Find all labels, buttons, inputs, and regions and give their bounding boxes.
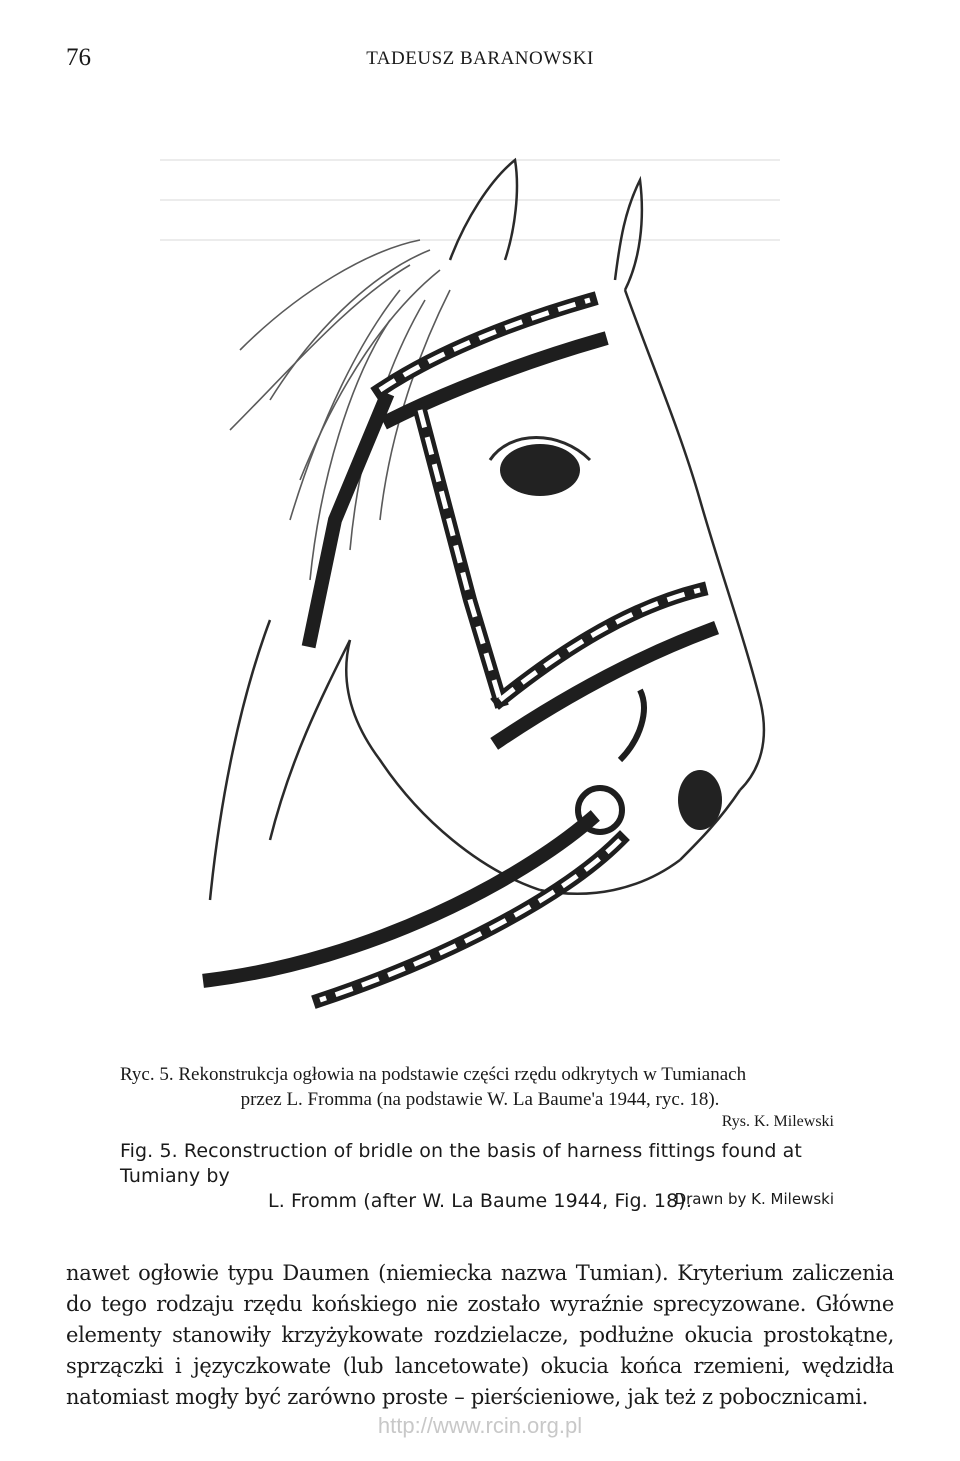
bridle-straps <box>210 300 710 1000</box>
figure-caption-polish <box>120 1062 840 1112</box>
caption-pl-line2: przez L. Fromma (na podstawie W. La Baume'a 1944, ryc. 18). <box>240 1089 720 1110</box>
caption-en-line2: L. Fromm (after W. La Baume 1944, Fig. 18). <box>268 1190 692 1212</box>
caption-pl-line1: Ryc. 5. Rekonstrukcja ogłowia na podstawie części rzędu odkrytych w Tumianach <box>120 1064 747 1085</box>
nostril <box>678 770 722 830</box>
bit-ring <box>578 788 622 832</box>
horse-bridle-illustration <box>120 100 820 1020</box>
page-number: 76 <box>66 44 91 71</box>
watermark-url: http://www.rcin.org.pl <box>377 1413 583 1438</box>
running-head: TADEUSZ BARANOWSKI <box>366 48 594 69</box>
credit-polish: Rys. K. Milewski <box>721 1113 834 1130</box>
credit-english: Drawn by K. Milewski <box>674 1190 834 1208</box>
body-paragraph: nawet ogłowie typu Daumen (niemiecka nazwa Tumian). Kryterium zaliczenia do tego rodzaju rzędu końskiego nie zostało wyraźnie sprecyzowane. Główne elementy stanowiły krzyżykowate rozdzielacze, podłużne okucia prostokątne, sprzączki i języczkowate (lub lancetowate) okucia końca rzemieni, wędzidła natomiast mogły być zarówno proste – pierścieniowe, jak też z pobocznicami. <box>66 1261 894 1409</box>
caption-en-line1: Fig. 5. Reconstruction of bridle on the basis of harness fittings found at Tumiany by <box>120 1140 802 1187</box>
eye <box>500 444 580 496</box>
